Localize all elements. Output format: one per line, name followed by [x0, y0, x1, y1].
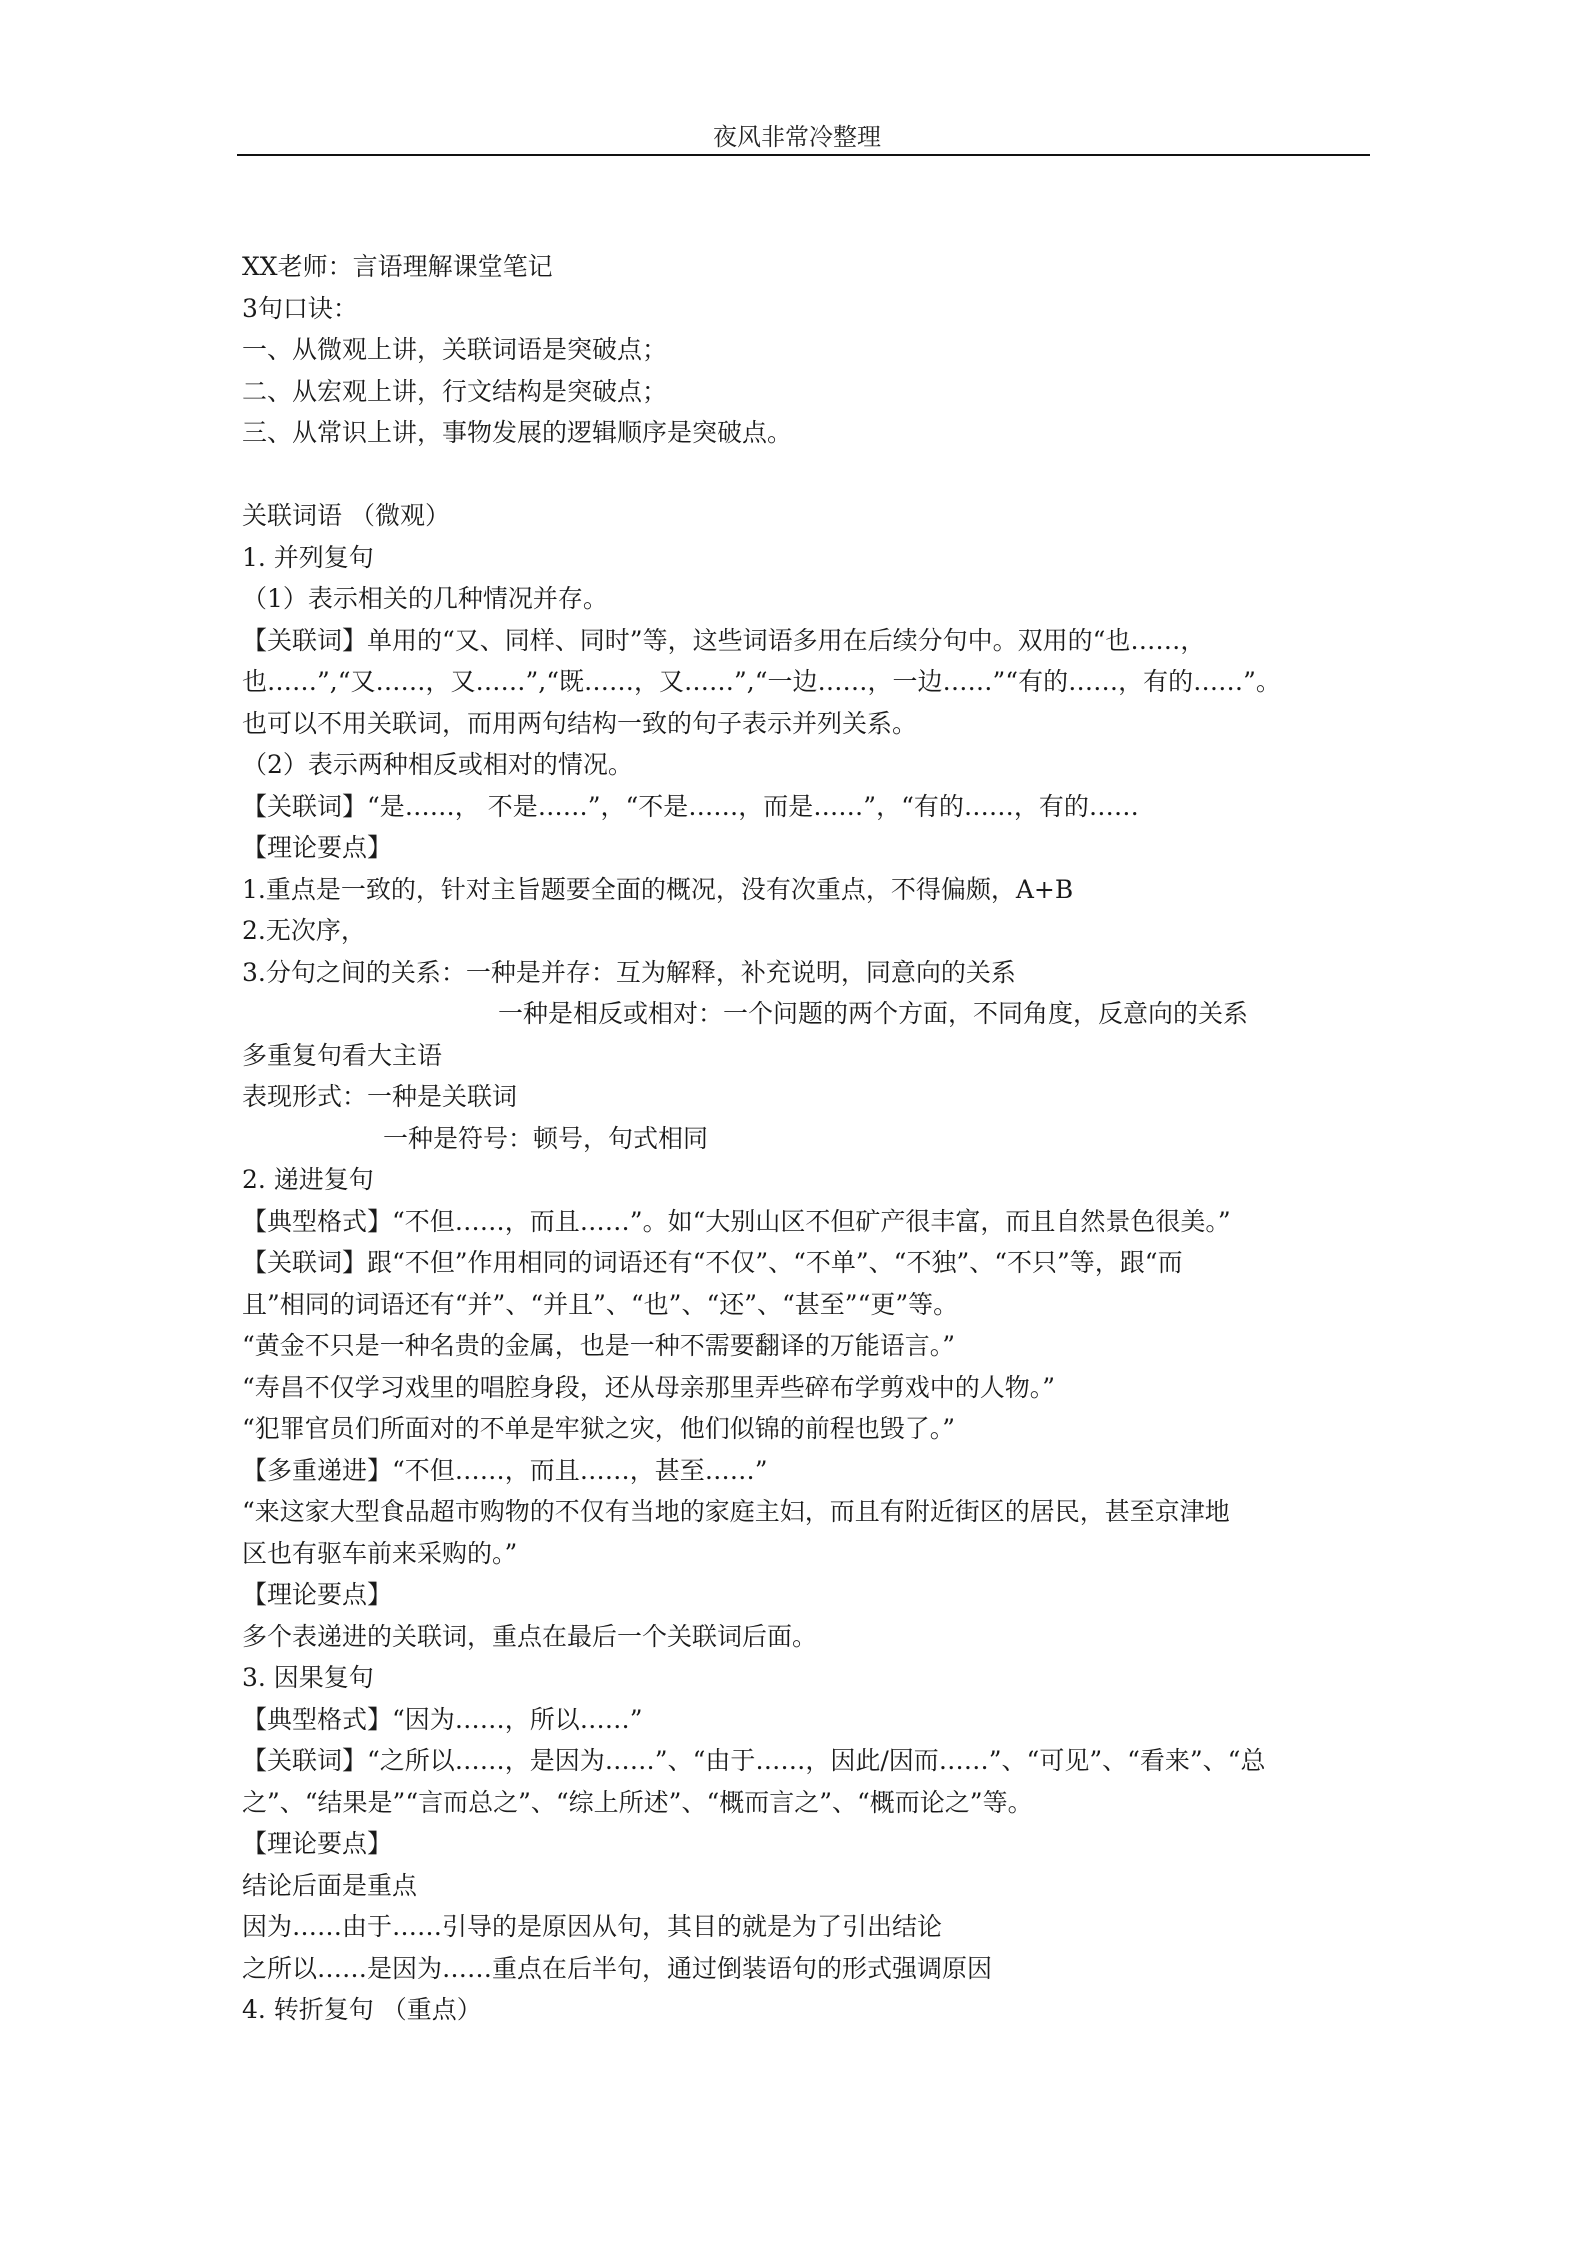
- text-line: “黄金不只是一种名贵的金属，也是一种不需要翻译的万能语言。”: [242, 1331, 956, 1360]
- text-line: 区也有驱车前来采购的。”: [242, 1538, 518, 1568]
- text-line: 【理论要点】: [242, 833, 393, 862]
- doc-title: XX老师：言语理解课堂笔记: [242, 252, 553, 281]
- text-line: 【关联词】单用的“又、同样、同时”等，这些词语多用在后续分句中。双用的“也……，: [242, 625, 1206, 655]
- text-line: “寿昌不仅学习戏里的唱腔身段，还从母亲那里弄些碎布学剪戏中的人物。”: [242, 1372, 1056, 1402]
- text-line: 3句口诀：: [242, 293, 358, 323]
- text-line: 二、从宏观上讲，行文结构是突破点；: [242, 376, 668, 406]
- text-line: 之”、“结果是”“言而总之”、“综上所述”、“概而言之”、“概而论之”等。: [242, 1787, 1033, 1817]
- text-line: 多个表递进的关联词，重点在最后一个关联词后面。: [242, 1621, 818, 1651]
- text-line: 2.无次序，: [242, 916, 366, 945]
- text-line: 【典型格式】“因为……，所以……”: [242, 1704, 643, 1734]
- text-line: 【理论要点】: [242, 1829, 393, 1858]
- text-line: 结论后面是重点: [242, 1870, 418, 1900]
- text-line: 3.分句之间的关系：一种是并存：互为解释，补充说明，同意向的关系: [242, 957, 1016, 987]
- text-line-indented: 一种是相反或相对：一个问题的两个方面，不同角度，反意向的关系: [498, 999, 1249, 1028]
- text-line: 【多重递进】“不但……，而且……，甚至……”: [242, 1455, 768, 1485]
- page-header: 夜风非常冷整理: [713, 123, 881, 151]
- text-line: 【关联词】“是……， 不是……”，“不是……，而是……”，“有的……，有的……: [242, 791, 1139, 821]
- text-line: 之所以……是因为……重点在后半句，通过倒装语句的形式强调原因: [242, 1953, 993, 1983]
- text-line: （2）表示两种相反或相对的情况。: [242, 750, 633, 779]
- text-line: 多重复句看大主语: [242, 1040, 443, 1070]
- text-line: 【关联词】“之所以……，是因为……”、“由于……，因此/因而……”、“可见”、“看来”、“总: [242, 1746, 1266, 1775]
- section-heading: 1. 并列复句: [242, 542, 374, 572]
- text-line: 【典型格式】“不但……，而且……”。如“大别山区不但矿产很丰富，而且自然景色很美。”: [242, 1206, 1231, 1236]
- section-heading: 4. 转折复句 （重点）: [242, 1995, 482, 2024]
- section-heading: 2. 递进复句: [242, 1165, 374, 1194]
- section-heading: 关联词语 （微观）: [242, 501, 450, 530]
- section-heading: 3. 因果复句: [242, 1663, 374, 1692]
- text-line: “犯罪官员们所面对的不单是牢狱之灾，他们似锦的前程也毁了。”: [242, 1414, 956, 1443]
- text-line: 【理论要点】: [242, 1580, 393, 1609]
- text-line: 因为……由于……引导的是原因从句，其目的就是为了引出结论: [242, 1912, 943, 1941]
- text-line: 一、从微观上讲，关联词语是突破点；: [242, 335, 668, 364]
- text-line: “来这家大型食品超市购物的不仅有当地的家庭主妇，而且有附近街区的居民，甚至京津地: [242, 1497, 1230, 1526]
- blank-line: [242, 454, 1372, 496]
- text-line: 1.重点是一致的，针对主旨题要全面的概况，没有次重点，不得偏颇，A+B: [242, 874, 1074, 904]
- text-line: 【关联词】跟“不但”作用相同的词语还有“不仅”、“不单”、“不独”、“不只”等，跟“而: [242, 1248, 1183, 1277]
- text-line: 也可以不用关联词，而用两句结构一致的句子表示并列关系。: [242, 708, 918, 738]
- text-line-indented: 一种是符号：顿号，句式相同: [383, 1123, 709, 1153]
- text-line: 也……”,“又……，又……”,“既……，又……”,“一边……，一边……”“有的……，有的……”。: [242, 667, 1281, 696]
- document-body: [242, 246, 1372, 2031]
- text-line: 三、从常识上讲，事物发展的逻辑顺序是突破点。: [242, 418, 793, 447]
- text-line: 表现形式：一种是关联词: [242, 1082, 518, 1111]
- text-line: （1）表示相关的几种情况并存。: [242, 584, 608, 613]
- header-divider: [237, 154, 1370, 156]
- text-line: 且”相同的词语还有“并”、“并且”、“也”、“还”、“甚至”“更”等。: [242, 1289, 959, 1319]
